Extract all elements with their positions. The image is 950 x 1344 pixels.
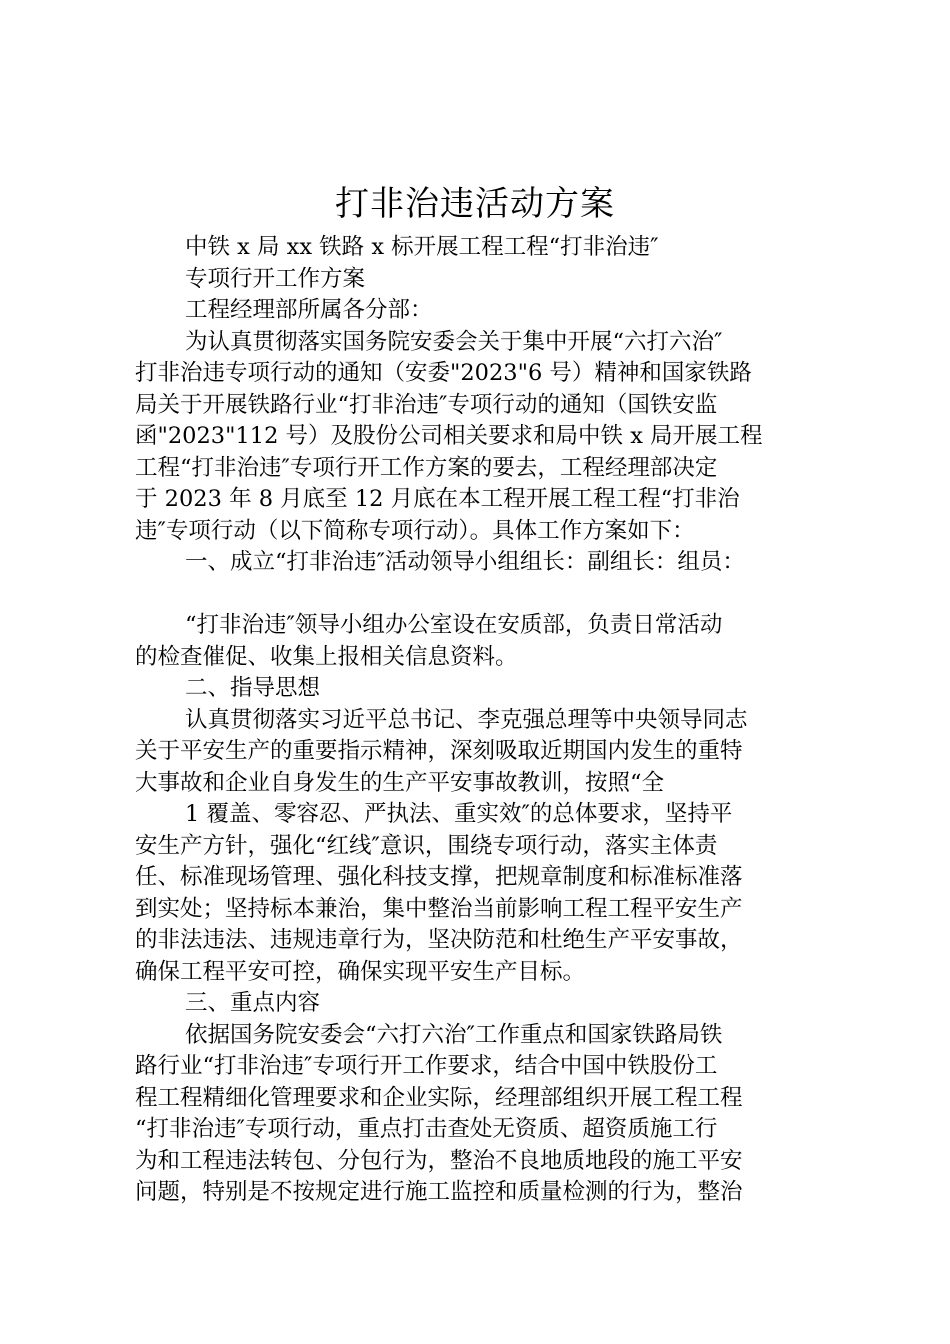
text-line: 到实处；坚持标本兼治，集中整治当前影响工程工程平安生产 [135, 895, 743, 922]
text-line: 路行业“打非治违″专项行开工作要求，结合中国中铁股份工 [135, 1053, 718, 1079]
text-line: 关于平安生产的重要指示精神，深刻吸取近期国内发生的重特 [135, 738, 743, 764]
text-line: 问题，特别是不按规定进行施工监控和质量检测的行为，整治 [135, 1179, 743, 1205]
text-line: 局关于开展铁路行业“打非治违″专项行动的通知（国铁安监 [135, 391, 718, 418]
text-line: 的检查催促、收集上报相关信息资料。 [135, 643, 518, 670]
text-line: 函"2023"112 号）及股份公司相关要求和局中铁 x 局开展工程 [135, 423, 763, 449]
text-line: “打非治违″领导小组办公室设在安质部，负责日常活动 [185, 612, 723, 638]
text-line: 打非治违专项行动的通知（安委"2023"6 号）精神和国家铁路 [135, 360, 752, 386]
text-line: 任、标准现场管理、强化科技支撑，把规章制度和标准标准落 [135, 864, 743, 890]
text-line: 工程“打非治违″专项行开工作方案的要去，工程经理部决定 [135, 454, 718, 481]
text-line: 中铁 x 局 xx 铁路 x 标开展工程工程“打非治违″ [185, 234, 659, 260]
text-line: 大事故和企业自身发生的生产平安事故教训，按照“全 [135, 769, 665, 796]
text-line: 安生产方针，强化“红线″意识，围绕专项行动，落实主体责 [135, 832, 718, 859]
text-line: 为认真贯彻落实国务院安委会关于集中开展“六打六治″ [185, 328, 723, 355]
text-line: 确保工程平安可控，确保实现平安生产目标。 [135, 958, 586, 985]
text-line: 的非法违法、违规违章行为，坚决防范和杜绝生产平安事故， [135, 927, 743, 953]
text-line: 依据国务院安委会“六打六治″工作重点和国家铁路局铁 [185, 1021, 723, 1048]
text-line: 二、指导思想 [185, 675, 321, 701]
text-line: 工程经理部所属各分部： [185, 297, 433, 323]
document-body [135, 232, 835, 1209]
text-line: 为和工程违法转包、分包行为，整治不良地质地段的施工平安 [135, 1147, 743, 1174]
text-line: 1 覆盖、零容忍、严执法、重实效″的总体要求，坚持平 [185, 801, 733, 827]
text-line: 于 2023 年 8 月底至 12 月底在本工程开展工程工程“打非治 [135, 486, 740, 512]
text-line: 违″专项行动（以下简称专项行动）。具体工作方案如下： [135, 517, 695, 544]
text-line: 专项行开工作方案 [185, 265, 366, 292]
text-line: 程工程精细化管理要求和企业实际，经理部组织开展工程工程 [135, 1084, 743, 1111]
text-line: 三、重点内容 [185, 990, 321, 1016]
document-title: 打非治违活动方案 [335, 184, 615, 224]
text-line: 认真贯彻落实习近平总书记、李克强总理等中央领导同志 [185, 706, 748, 733]
text-line: “打非治违″专项行动，重点打击查处无资质、超资质施工行 [135, 1116, 718, 1142]
text-line: 一、成立“打非治违″活动领导小组组长：副组长：组员： [185, 549, 745, 575]
blank-line [135, 579, 835, 611]
